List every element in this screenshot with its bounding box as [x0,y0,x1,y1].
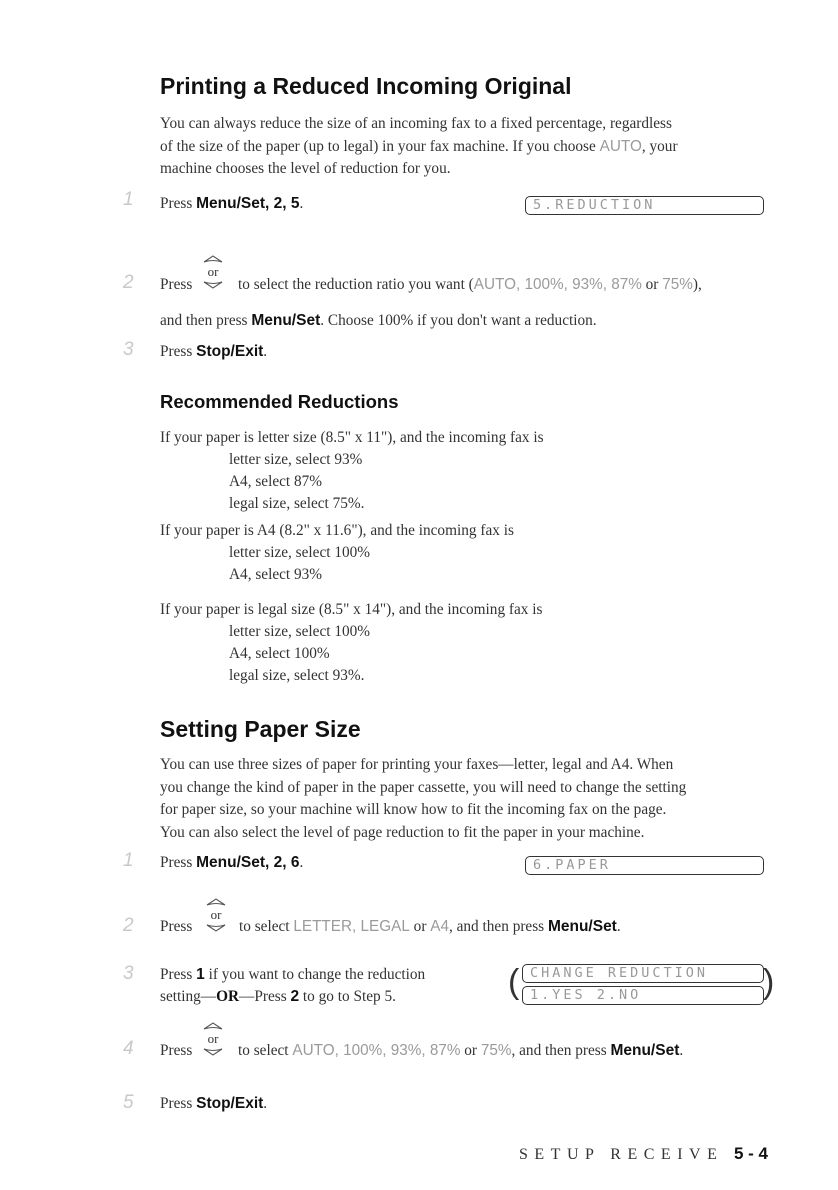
step-number: 5 [123,1092,134,1113]
step-text: Press Stop/Exit. [160,343,268,360]
reduction-intro: You can always reduce the size of an incoming fax to a fixed percentage, regardless of the size of the paper (up to legal) in your fax machine. If you choose AUTO, your machine chooses the level of reduction for you. [160,115,678,177]
lcd-display-line1: CHANGE REDUCTION [522,964,764,983]
reduction-item: A4, select 93% [229,566,323,583]
menu-set-key: Menu/Set, 2, 6 [196,854,300,871]
reduction-group-lead: If your paper is letter size (8.5" x 11"), and the incoming fax is [160,429,544,446]
lcd-bracket-left: ( [508,963,520,1001]
reduction-item: letter size, select 93% [229,451,363,468]
up-down-navigation-key-icon [200,254,226,290]
reduction-group-lead: If your paper is legal size (8.5" x 14"), and the incoming fax is [160,601,543,618]
svg-text:or: or [210,907,222,922]
reduction-item: legal size, select 93%. [229,667,365,684]
step-text: Press Menu/Set, 2, 5. [160,195,304,212]
step-number: 1 [123,850,134,871]
reduction-item: legal size, select 75%. [229,495,365,512]
step-text: Press Stop/Exit. [160,1095,268,1112]
footer-section-name: SETUP RECEIVE [519,1146,724,1163]
step-text: Press 1 if you want to change the reduction [160,966,426,983]
page-number: 5 - 4 [734,1144,769,1163]
step-number: 3 [123,339,134,360]
section-title-reduced-original: Printing a Reduced Incoming Original [160,73,572,99]
step-text: Press Menu/Set, 2, 6. [160,854,304,871]
section-title-paper-size: Setting Paper Size [160,716,361,742]
reduction-item: A4, select 100% [229,645,330,662]
svg-text:or: or [207,264,219,279]
up-down-navigation-key-icon [203,897,229,933]
step-number: 3 [123,963,134,984]
lcd-display: 5.REDUCTION [525,196,764,215]
reduction-item: letter size, select 100% [229,544,371,561]
menu-set-key: Menu/Set [251,312,321,329]
step-number: 4 [123,1038,134,1059]
lcd-bracket-right: ) [763,963,775,1001]
step-number: 2 [123,272,134,293]
auto-option: AUTO [599,137,642,155]
menu-set-key: Menu/Set [610,1042,680,1059]
svg-text:or: or [207,1031,219,1046]
step-text-continued: to select LETTER, LEGAL or A4, and then press Menu/Set. [239,918,621,935]
reduction-item: letter size, select 100% [229,623,371,640]
reduction-group-lead: If your paper is A4 (8.2" x 11.6"), and the incoming fax is [160,522,514,539]
step-text: Press [160,276,193,293]
paper-size-intro: You can use three sizes of paper for printing your faxes—letter, legal and A4. When you change the kind of paper in the paper cassette, you will need to change the setting for paper size, so your machine will know how to fit the incoming fax on the page. You can also select the level of page reduction to fit the paper in your machine. [160,756,687,841]
lcd-display: 6.PAPER [525,856,764,875]
stop-exit-key: Stop/Exit [196,343,264,360]
stop-exit-key: Stop/Exit [196,1095,264,1112]
reduction-item: A4, select 87% [229,473,323,490]
step-text-continued: to select the reduction ratio you want (AUTO, 100%, 93%, 87% or 75%), [238,276,702,293]
step-number: 2 [123,915,134,936]
subsection-title-recommended: Recommended Reductions [160,391,399,412]
menu-set-key: Menu/Set, 2, 5 [196,195,300,212]
step-text-line2: and then press Menu/Set. Choose 100% if you don't want a reduction. [160,312,597,329]
lcd-display-line2: 1.YES 2.NO [522,986,764,1005]
step-number: 1 [123,189,134,210]
menu-set-key: Menu/Set [547,918,617,935]
step-text: Press [160,918,193,935]
step-text: Press [160,1042,193,1059]
up-down-navigation-key-icon [200,1021,226,1057]
step-text-line2: setting—OR—Press 2 to go to Step 5. [160,988,396,1005]
step-text-continued: to select AUTO, 100%, 93%, 87% or 75%, and then press Menu/Set. [238,1042,684,1059]
